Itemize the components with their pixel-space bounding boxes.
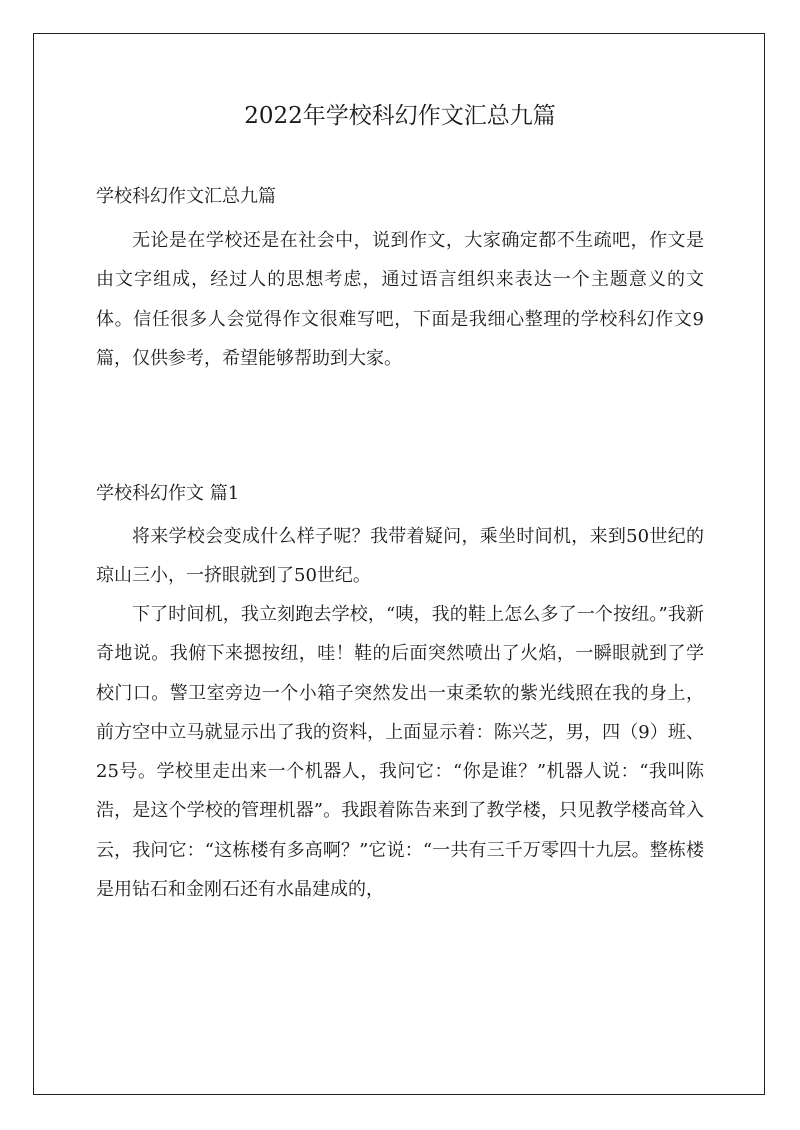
document-subtitle: 学校科幻作文汇总九篇 [96,186,276,207]
essay-paragraph: 将来学校会变成什么样子呢？我带着疑问，乘坐时间机，来到50世纪的琼山三小，一挤眼就到了50世纪。 [96,526,704,587]
essay-heading: 学校科幻作文 篇1 [96,483,240,504]
essay-paragraph: 下了时间机，我立刻跑去学校，“咦，我的鞋上怎么多了一个按纽。”我新奇地说。我俯下来摁按纽，哇！鞋的后面突然喷出了火焰，一瞬眼就到了学校门口。警卫室旁边一个小箱子突然发出一束柔软的紫光线照在我的身上，前方空中立马就显示出了我的资料，上面显示着：陈兴芝，男，四（9）班、25号。学校里走出来一个机器人，我问它：“你是谁？”机器人说：“我叫陈浩，是这个学校的管理机器”。我跟着陈告来到了教学楼，只见教学楼高耸入云，我问它：“这栋楼有多高啊？”它说：“一共有三千万零四十九层。整栋楼是用钻石和金刚石还有水晶建成的， [96,604,704,901]
intro-paragraph: 无论是在学校还是在社会中，说到作文，大家确定都不生疏吧，作文是由文字组成，经过人的思想考虑，通过语言组织来表达一个主题意义的文体。信任很多人会觉得作文很难写吧，下面是我细心整理的学校科幻作文9篇，仅供参考，希望能够帮助到大家。 [96,230,704,369]
document-title: 2022年学校科幻作文汇总九篇 [244,103,556,129]
